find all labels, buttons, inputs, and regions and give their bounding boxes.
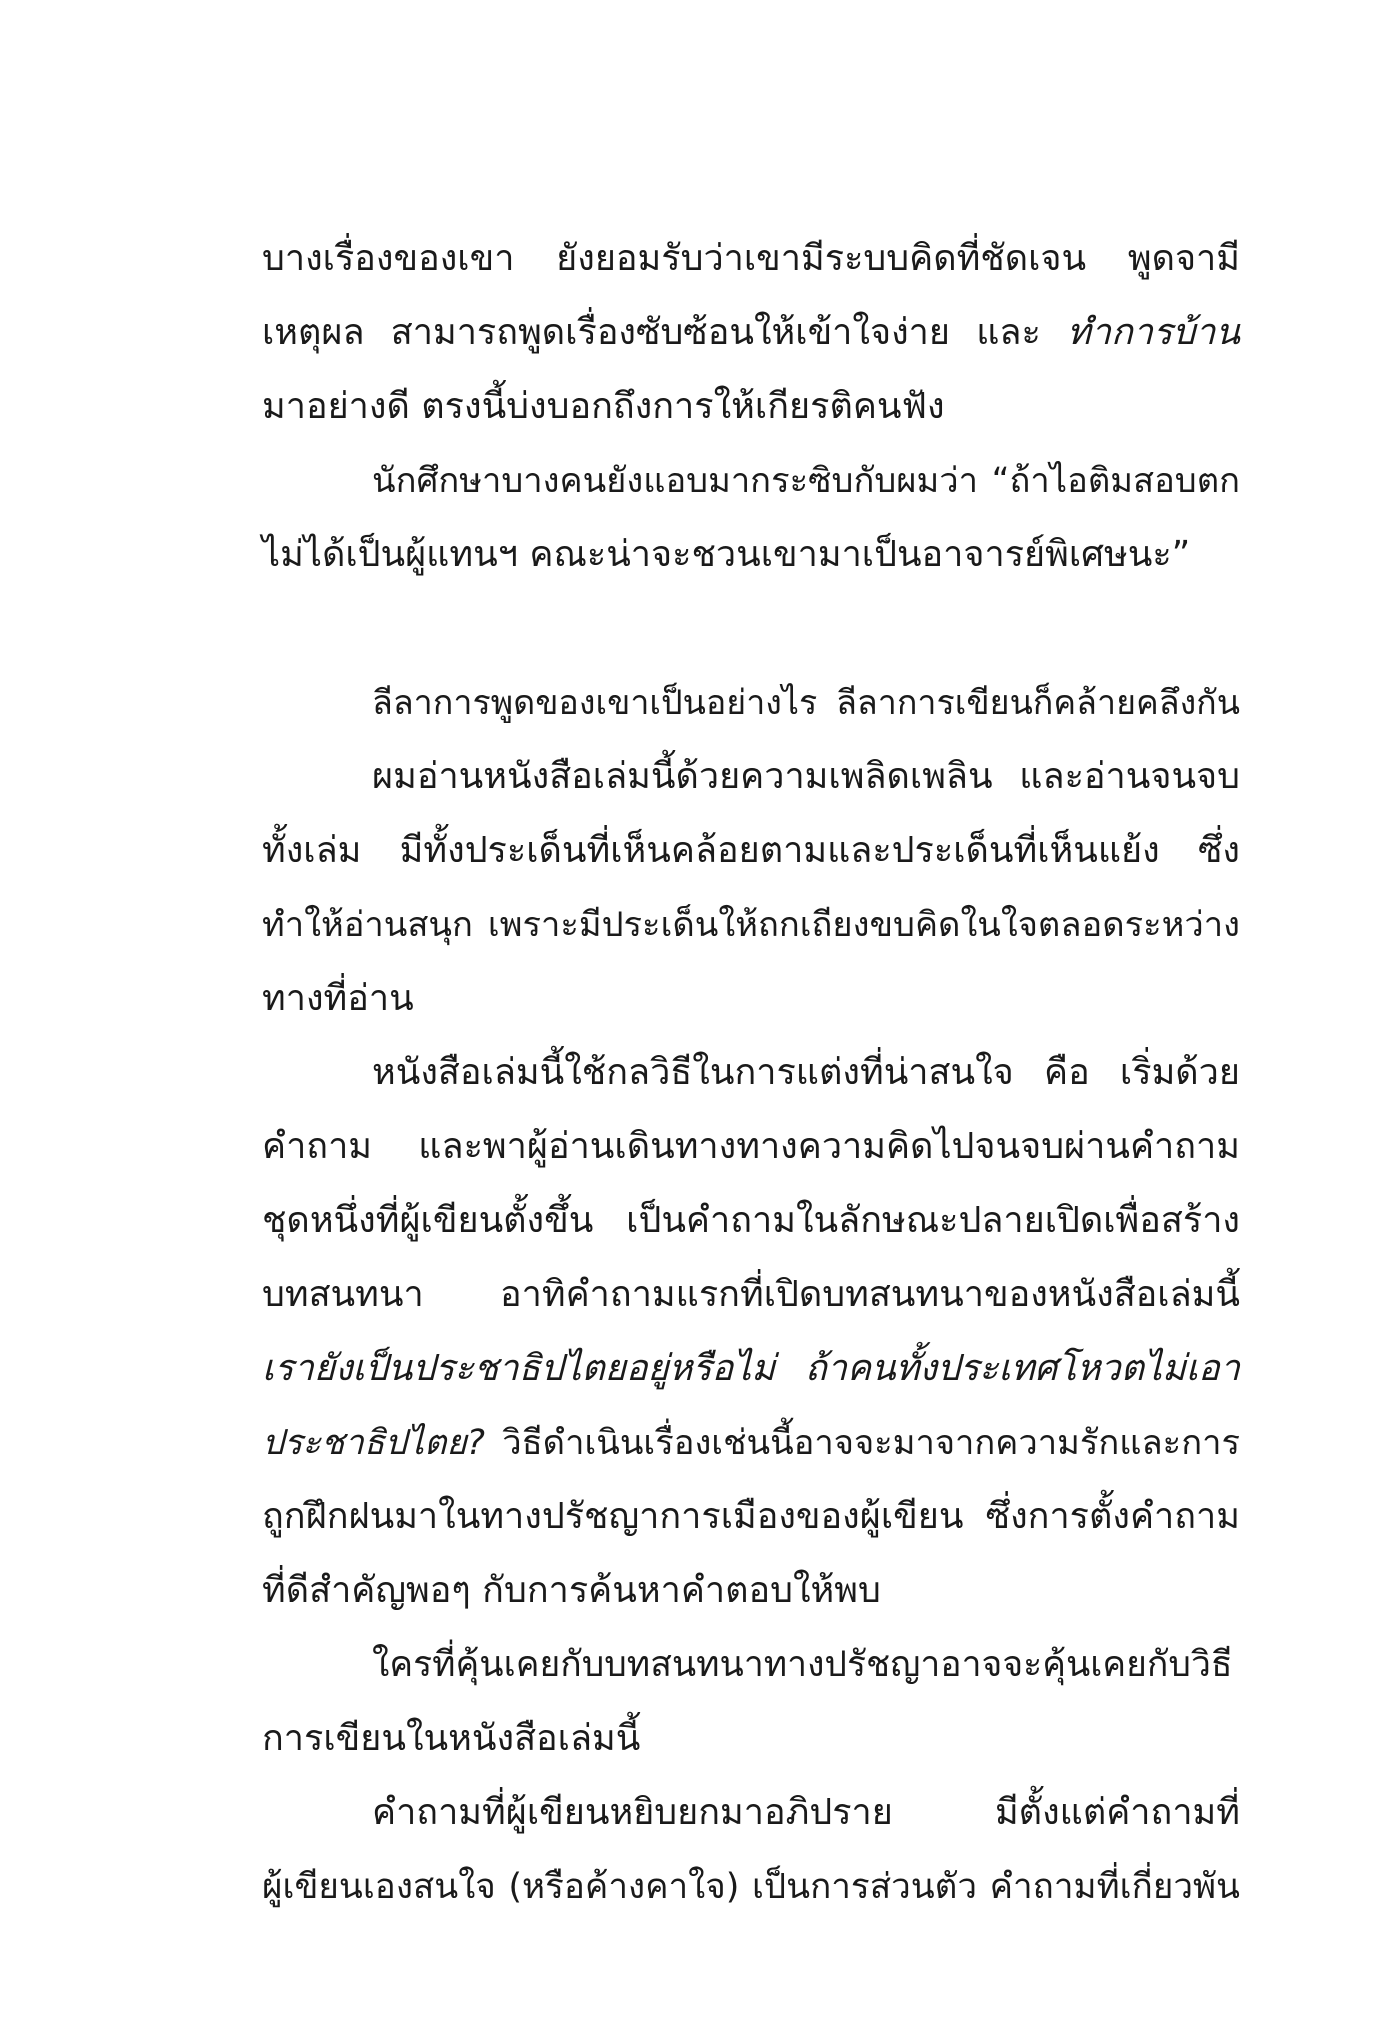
- text-line: คำถามที่ผู้เขียนหยิบยกมาอภิปราย มีตั้งแต่คำถามที่: [372, 1792, 1240, 1833]
- text-line: มาอย่างดี ตรงนี้บ่งบอกถึงการให้เกียรติคนฟัง: [262, 386, 945, 427]
- text-segment: วิธีดำเนินเรื่องเช่นนี้อาจจะมาจากความรักและการ: [485, 1423, 1240, 1463]
- text-line: [262, 296, 1240, 370]
- text-line: ทางที่อ่าน: [262, 978, 414, 1019]
- text-segment: เหตุผล สามารถพูดเรื่องซับซ้อนให้เข้าใจง่าย และ: [262, 312, 1068, 353]
- text-line: ลีลาการพูดของเขาเป็นอย่างไร ลีลาการเขียนก็คล้ายคลึงกัน: [372, 683, 1240, 723]
- text-line: ชุดหนึ่งที่ผู้เขียนตั้งขึ้น เป็นคำถามในลักษณะปลายเปิดเพื่อสร้าง: [262, 1200, 1240, 1241]
- page-body-text: [262, 222, 1240, 1924]
- text-line: บทสนทนา อาทิคำถามแรกที่เปิดบทสนทนาของหนังสือเล่มนี้: [262, 1274, 1240, 1315]
- text-line: ที่ดีสำคัญพอๆ กับการค้นหาคำตอบให้พบ: [262, 1570, 881, 1611]
- text-line: คำถาม และพาผู้อ่านเดินทางทางความคิดไปจนจบผ่านคำถาม: [262, 1126, 1240, 1167]
- text-line: ใครที่คุ้นเคยกับบทสนทนาทางปรัชญาอาจจะคุ้นเคยกับวิธี: [372, 1644, 1233, 1685]
- text-line: ผมอ่านหนังสือเล่มนี้ด้วยความเพลิดเพลิน และอ่านจนจบ: [372, 756, 1240, 797]
- italic-phrase: ทำการบ้าน: [1067, 312, 1240, 353]
- text-line: ถูกฝึกฝนมาในทางปรัชญาการเมืองของผู้เขียน ซึ่งการตั้งคำถาม: [262, 1496, 1240, 1537]
- text-line: นักศึกษาบางคนยังแอบมากระซิบกับผมว่า “ถ้าไอติมสอบตก: [372, 461, 1240, 501]
- text-line: หนังสือเล่มนี้ใช้กลวิธีในการแต่งที่น่าสนใจ คือ เริ่มด้วย: [372, 1052, 1240, 1093]
- text-line: เรายังเป็นประชาธิปไตยอยู่หรือไม่ ถ้าคนทั้งประเทศโหวตไม่เอา: [262, 1348, 1240, 1389]
- text-line: ทำให้อ่านสนุก เพราะมีประเด็นให้ถกเถียงขบคิดในใจตลอดระหว่าง: [262, 905, 1240, 945]
- italic-phrase: ประชาธิปไตย?: [262, 1423, 485, 1463]
- text-line: การเขียนในหนังสือเล่มนี้: [262, 1718, 641, 1759]
- text-line: ผู้เขียนเองสนใจ (หรือค้างคาใจ) เป็นการส่วนตัว คำถามที่เกี่ยวพัน: [262, 1867, 1240, 1907]
- text-line: ไม่ได้เป็นผู้แทนฯ คณะน่าจะชวนเขามาเป็นอาจารย์พิเศษนะ”: [262, 534, 1191, 575]
- text-line: [262, 1406, 1240, 1480]
- text-line: ทั้งเล่ม มีทั้งประเด็นที่เห็นคล้อยตามและประเด็นที่เห็นแย้ง ซึ่ง: [262, 830, 1240, 871]
- paragraph-gap: [262, 592, 1240, 666]
- text-line: บางเรื่องของเขา ยังยอมรับว่าเขามีระบบคิดที่ชัดเจน พูดจามี: [262, 238, 1240, 279]
